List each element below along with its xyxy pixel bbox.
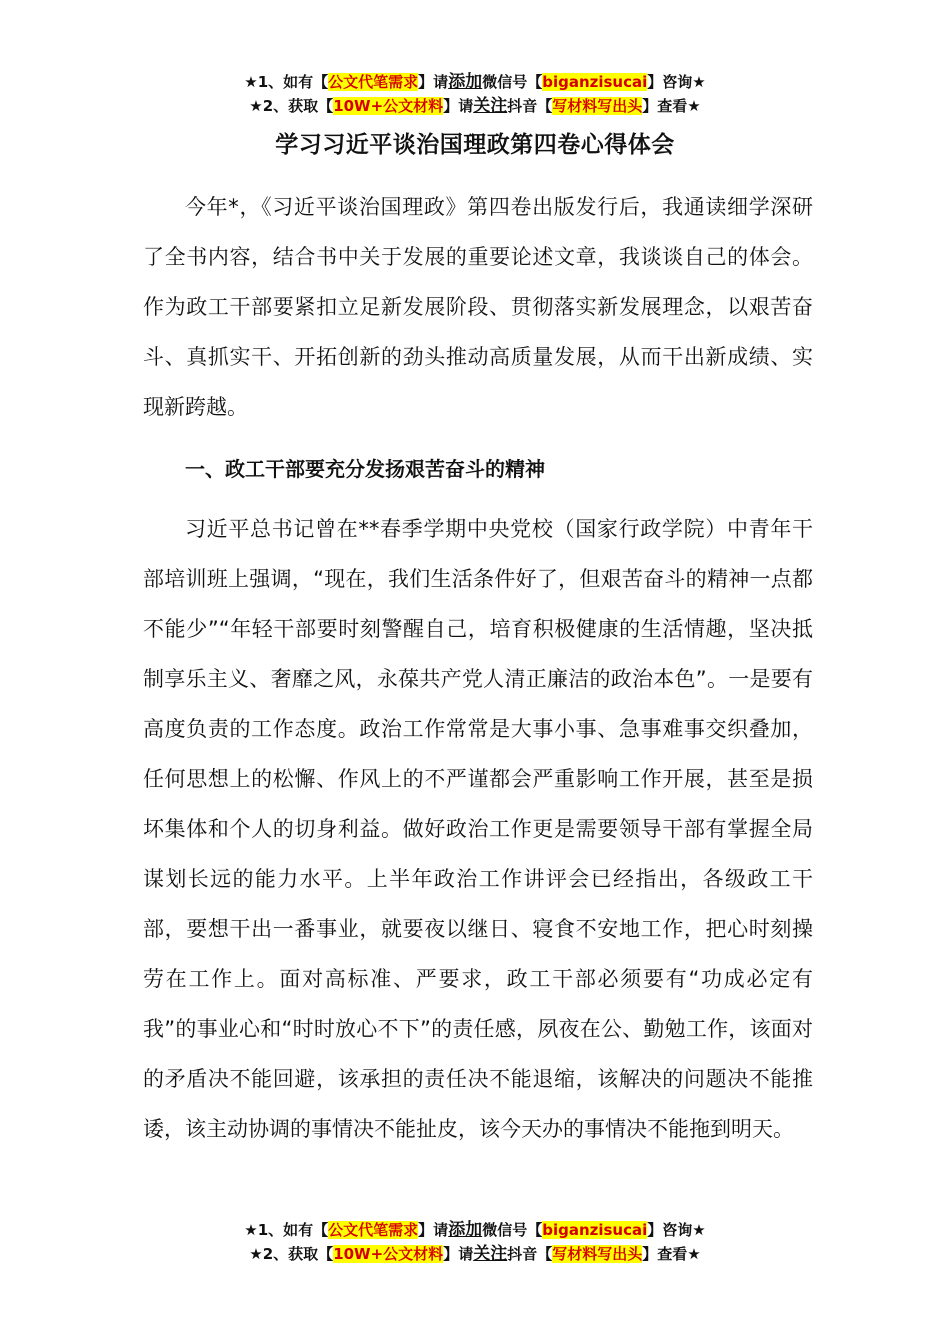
promo-line-1 [0,1218,950,1242]
section-heading-text: 一、政工干部要充分发扬艰苦奋斗的精神 [185,457,545,481]
promo-line-1 [0,70,950,94]
document-title: 学习习近平谈治国理政第四卷心得体会 [275,132,675,158]
promo-highlight: 10W+公文材料 [333,97,444,115]
paragraph-body [143,504,813,1154]
promo-emphasis: 添加 [448,72,483,92]
promo-highlight: 10W+公文材料 [333,1245,444,1263]
promo-douyin-id: 写材料写出头 [552,1245,643,1263]
promo-text: ★1、如有【 [244,73,329,91]
top-promo-banner [0,70,950,118]
bottom-promo-banner [0,1218,950,1266]
promo-text: 微信号【 [482,1221,543,1239]
promo-emphasis: 添加 [448,1220,483,1240]
promo-douyin-id: 写材料写出头 [552,97,643,115]
promo-wechat-id: biganzisucai [542,1221,648,1239]
promo-text: ★2、获取【 [249,1245,334,1263]
promo-wechat-id: biganzisucai [542,73,648,91]
promo-text: 】请 [418,73,449,91]
promo-text: 】咨询★ [647,1221,706,1239]
paragraph-text: 今年*，《习近平谈治国理政》第四卷出版发行后，我通读细学深研了全书内容，结合书中关于发展的重要论述文章，我谈谈自己的体会。作为政工干部要紧扣立足新发展阶段、贯彻落实新发展理念，以艰苦奋斗、真抓实干、开拓创新的劲头推动高质量发展，从而干出新成绩、实现新跨越。 [143,195,813,419]
promo-text: 】咨询★ [647,73,706,91]
promo-text: ★2、获取【 [249,97,334,115]
promo-highlight: 公文代笔需求 [328,73,419,91]
promo-text: 】请 [418,1221,449,1239]
promo-text: 】查看★ [642,1245,701,1263]
promo-emphasis: 关注 [473,96,508,116]
promo-line-2 [0,94,950,118]
promo-emphasis: 关注 [473,1244,508,1264]
promo-text: 】请 [443,1245,474,1263]
promo-text: 微信号【 [482,73,543,91]
section-heading [143,444,813,494]
promo-line-2 [0,1242,950,1266]
promo-highlight: 公文代笔需求 [328,1221,419,1239]
promo-text: 抖音【 [507,1245,553,1263]
paragraph-text: 习近平总书记曾在**春季学期中央党校（国家行政学院）中青年干部培训班上强调，“现在，我们生活条件好了，但艰苦奋斗的精神一点都不能少”“年轻干部要时刻警醒自己，培育积极健康的生活情趣，坚决抵制享乐主义、奢靡之风，永葆共产党人清正廉洁的政治本色”。一是要有高度负责的工作态度。政治工作常常是大事小事、急事难事交织叠加，任何思想上的松懈、作风上的不严谨都会严重影响工作开展，甚至是损坏集体和个人的切身利益。做好政治工作更是需要领导干部有掌握全局谋划长远的能力水平。上半年政治工作讲评会已经指出，各级政工干部，要想干出一番事业，就要夜以继日、寝食不安地工作，把心时刻操劳在工作上。面对高标准、严要求，政工干部必须要有“功成必定有我”的事业心和“时时放心不下”的责任感，夙夜在公、勤勉工作，该面对的矛盾决不能回避，该承担的责任决不能退缩，该解决的问题决不能推诿，该主动协调的事情决不能扯皮，该今天办的事情决不能拖到明天。 [143,517,813,1141]
promo-text: 】请 [443,97,474,115]
promo-text: 】查看★ [642,97,701,115]
promo-text: ★1、如有【 [244,1221,329,1239]
paragraph-intro [143,182,813,432]
promo-text: 抖音【 [507,97,553,115]
